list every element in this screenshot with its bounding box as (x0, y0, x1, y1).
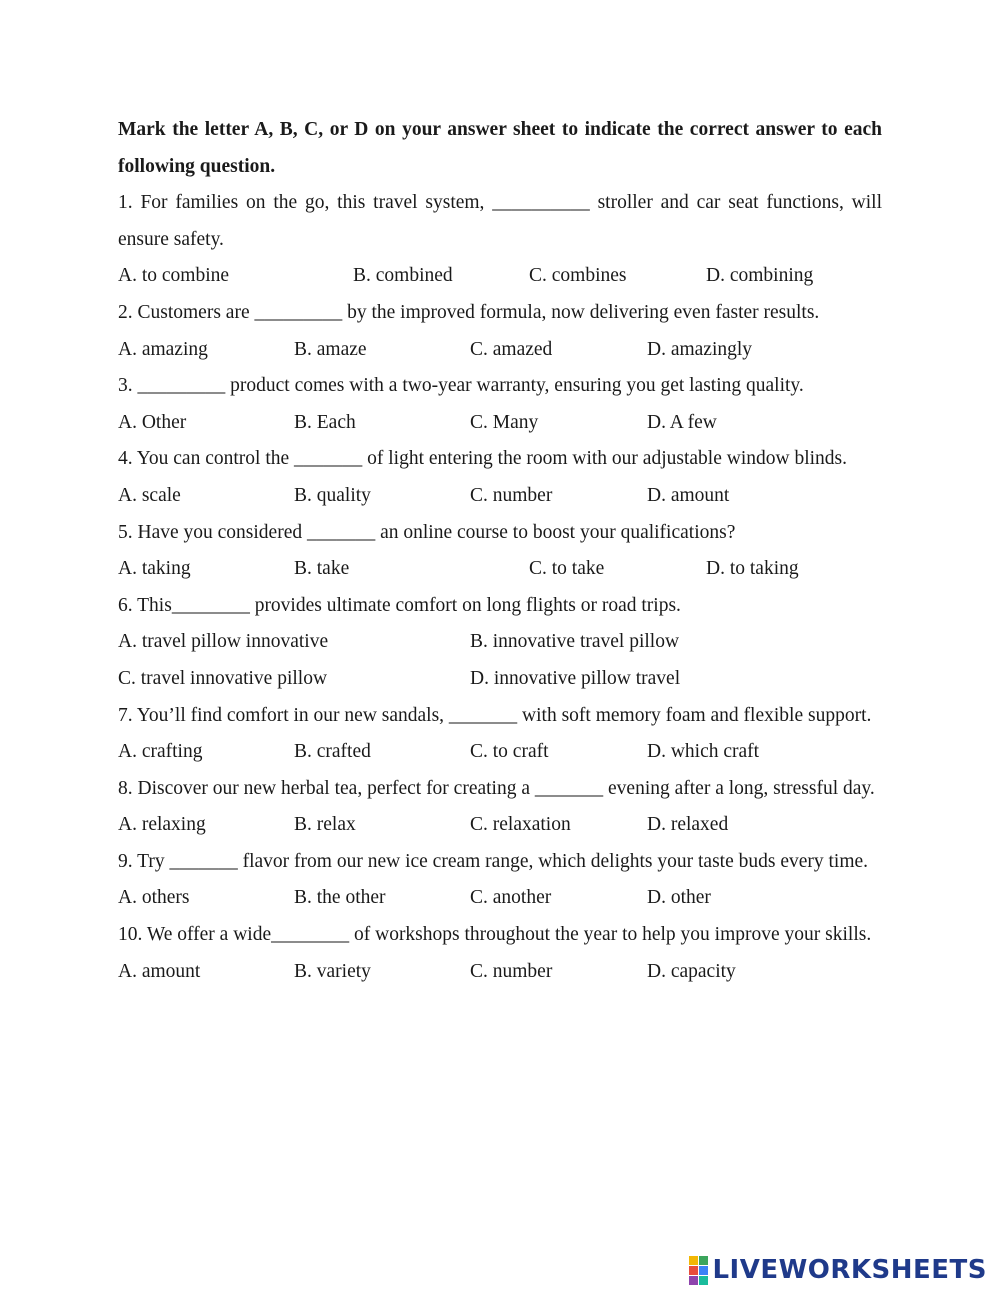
option-b[interactable]: B. quality (294, 484, 371, 506)
question-8-options (118, 807, 882, 844)
option-b[interactable]: B. the other (294, 887, 386, 909)
question-4-options (118, 478, 882, 515)
option-a[interactable]: A. travel pillow innovative (118, 631, 329, 653)
option-a[interactable]: A. others (118, 887, 190, 909)
option-d[interactable]: D. combining (706, 265, 814, 287)
option-d[interactable]: D. A few (647, 411, 717, 433)
option-c[interactable]: C. to craft (470, 741, 549, 763)
question-7-options (118, 734, 882, 771)
question-10-text: 10. We offer a wide________ of workshops throughout the year to help you improve your skills. (118, 924, 872, 946)
option-a[interactable]: A. amount (118, 960, 201, 982)
option-a[interactable]: A. to combine (118, 265, 230, 287)
option-a[interactable]: A. scale (118, 484, 181, 506)
option-b[interactable]: B. innovative travel pillow (470, 631, 680, 653)
option-d[interactable]: D. amazingly (647, 338, 753, 360)
question-1-text: 1. For families on the go, this travel system, __________ stroller and car seat functions, will ensure safety. (118, 192, 882, 250)
option-c[interactable]: C. travel innovative pillow (118, 667, 328, 689)
question-6-options-row-1 (118, 624, 882, 661)
question-9-text: 9. Try _______ flavor from our new ice cream range, which delights your taste buds every time. (118, 850, 869, 872)
option-b[interactable]: B. crafted (294, 741, 371, 763)
option-a[interactable]: A. taking (118, 558, 191, 580)
option-a[interactable]: A. crafting (118, 741, 203, 763)
option-b[interactable]: B. take (294, 558, 350, 580)
option-c[interactable]: C. relaxation (470, 814, 571, 836)
liveworksheets-logo-icon (689, 1256, 708, 1285)
option-d[interactable]: D. relaxed (647, 814, 729, 836)
question-3-options (118, 405, 882, 442)
option-c[interactable]: C. Many (470, 411, 539, 433)
question-1-options (118, 258, 882, 295)
option-b[interactable]: B. combined (353, 265, 453, 287)
question-7-text: 7. You’ll find comfort in our new sandals, _______ with soft memory foam and flexible support. (118, 704, 872, 726)
instruction-text: Mark the letter A, B, C, or D on your answer sheet to indicate the correct answer to each following question. (118, 119, 882, 177)
option-b[interactable]: B. relax (294, 814, 356, 836)
option-a[interactable]: A. relaxing (118, 814, 206, 836)
option-c[interactable]: C. number (470, 484, 553, 506)
option-d[interactable]: D. amount (647, 484, 730, 506)
option-d[interactable]: D. to taking (706, 558, 799, 580)
question-5-options (118, 551, 882, 588)
question-6-options-row-2 (118, 661, 882, 698)
option-c[interactable]: C. number (470, 960, 553, 982)
option-c[interactable]: C. combines (529, 265, 627, 287)
option-b[interactable]: B. Each (294, 411, 356, 433)
question-3-text: 3. _________ product comes with a two-year warranty, ensuring you get lasting quality. (118, 375, 804, 397)
logo-text: LIVEWORKSHEETS (712, 1255, 987, 1285)
option-a[interactable]: A. amazing (118, 338, 208, 360)
question-10-options (118, 954, 882, 991)
option-d[interactable]: D. innovative pillow travel (470, 667, 681, 689)
option-c[interactable]: C. amazed (470, 338, 553, 360)
question-9-options (118, 880, 882, 917)
option-b[interactable]: B. variety (294, 960, 371, 982)
question-2-text: 2. Customers are _________ by the improved formula, now delivering even faster results. (118, 301, 820, 323)
question-6-text: 6. This________ provides ultimate comfort on long flights or road trips. (118, 594, 681, 616)
question-2-options (118, 332, 882, 369)
option-d[interactable]: D. capacity (647, 960, 736, 982)
option-c[interactable]: C. another (470, 887, 552, 909)
worksheet-content (118, 112, 882, 990)
question-5-text: 5. Have you considered _______ an online course to boost your qualifications? (118, 521, 736, 543)
option-a[interactable]: A. Other (118, 411, 187, 433)
liveworksheets-logo (689, 1253, 987, 1287)
option-c[interactable]: C. to take (529, 558, 605, 580)
option-b[interactable]: B. amaze (294, 338, 367, 360)
option-d[interactable]: D. which craft (647, 741, 760, 763)
question-8-text: 8. Discover our new herbal tea, perfect for creating a _______ evening after a long, stressful day. (118, 777, 875, 799)
question-4-text: 4. You can control the _______ of light entering the room with our adjustable window blinds. (118, 448, 847, 470)
option-d[interactable]: D. other (647, 887, 711, 909)
